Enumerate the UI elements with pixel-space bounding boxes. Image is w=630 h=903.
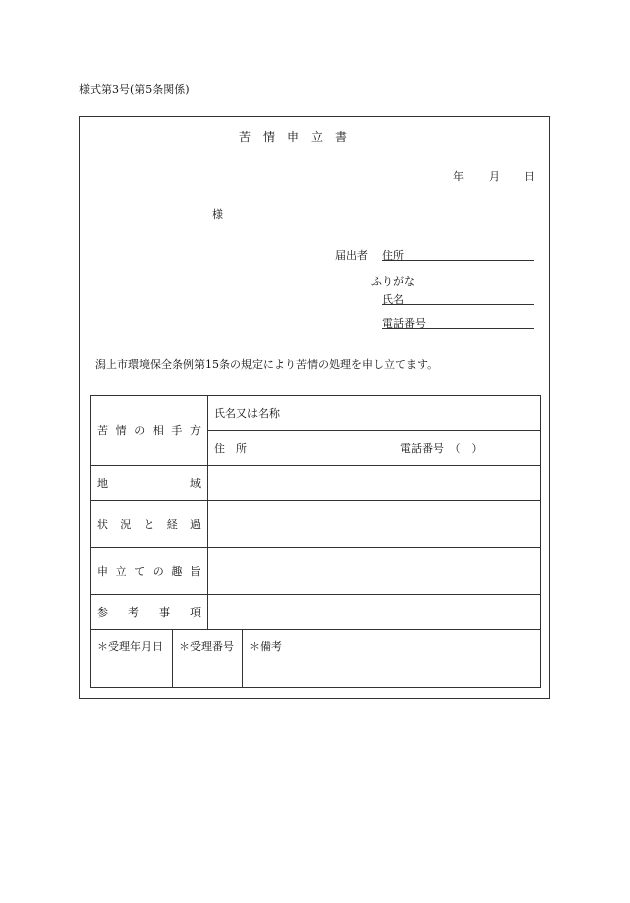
office-use-table [90,629,541,688]
situation-label: 状況と経過 [91,501,208,548]
applicant-phone-label: 電話番号 [382,317,426,330]
date-day-label: 日 [524,170,535,183]
statement-text: 潟上市環境保全条例第15条の規定により苦情の処理を申し立てます。 [95,358,439,371]
addressee-suffix: 様 [212,208,223,221]
situation-value [208,501,541,548]
applicant-name-field [382,291,534,305]
counterparty-address-cell [208,431,541,466]
counterparty-name-label: 氏名又は名称 [214,406,280,420]
form-title: 苦 情 申 立 書 [239,130,348,144]
furigana-label: ふりがな [371,275,415,288]
applicant-phone-field [382,315,534,329]
purpose-label: 申立ての趣旨 [91,548,208,595]
form-number: 様式第3号(第5条関係) [79,83,190,96]
counterparty-phone-label: 電話番号 （ ） [400,442,483,455]
complaint-table [90,395,541,630]
counterparty-label: 苦情の相手方 [91,396,208,466]
received-date-label: ＊受理年月日 [97,640,163,653]
applicant-name-label: 氏名 [382,293,404,306]
applicant-label: 届出者 [335,249,368,262]
received-number-label: ＊受理番号 [179,640,234,653]
applicant-address-label: 住所 [382,249,404,262]
counterparty-name-cell [208,396,541,431]
remarks-label: ＊備考 [249,640,282,653]
date-month-label: 月 [489,170,500,183]
area-label: 地域 [91,466,208,501]
date-year-label: 年 [453,170,464,183]
received-number-cell [173,630,243,688]
applicant-address-field [382,247,534,261]
reference-label: 参考事項 [91,595,208,630]
received-date-cell [91,630,173,688]
area-value [208,466,541,501]
reference-value [208,595,541,630]
remarks-cell [243,630,541,688]
counterparty-address-label: 住 所 [214,441,247,455]
purpose-value [208,548,541,595]
